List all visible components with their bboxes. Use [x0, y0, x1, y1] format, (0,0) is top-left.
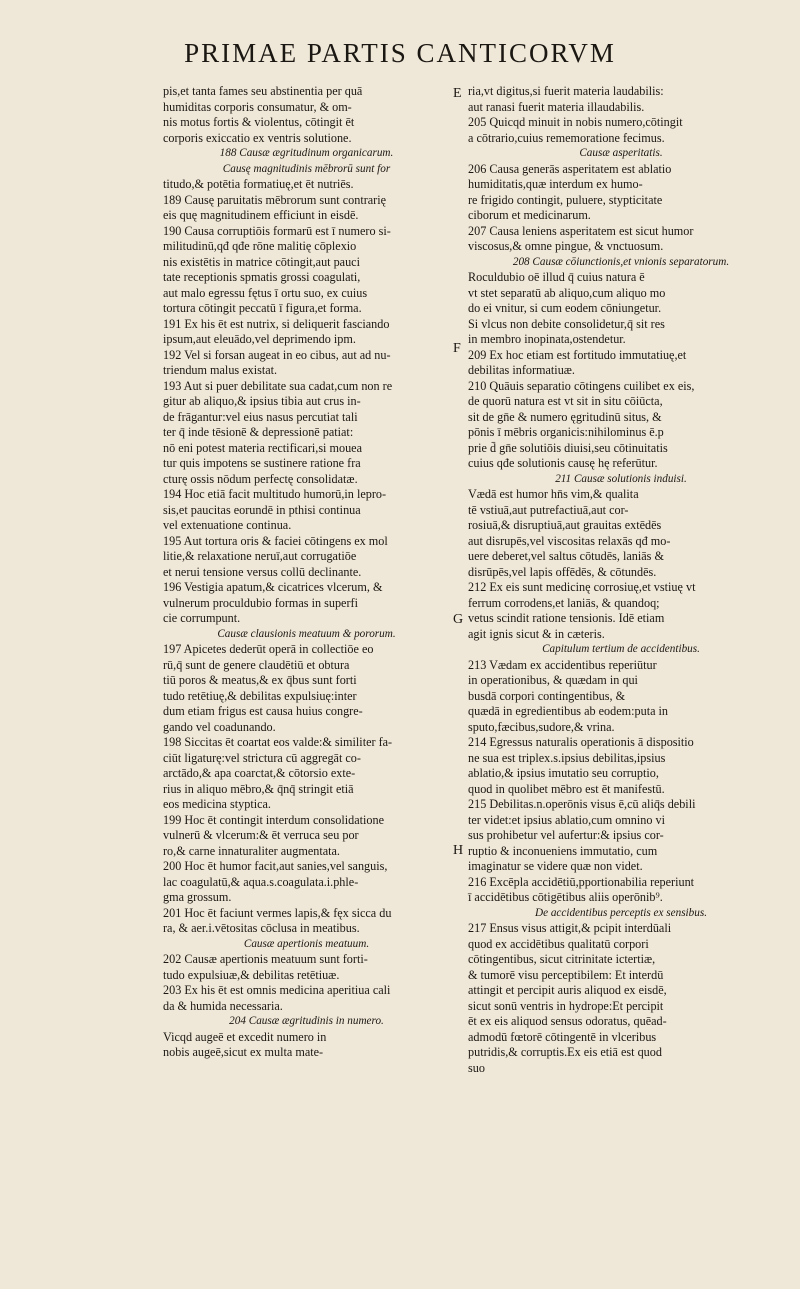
left-column-line: pis,et tanta fames seu abstinentia per quā — [163, 84, 363, 98]
right-column-line: aut ranasi fuerit materia illaudabilis. — [468, 99, 645, 114]
right-column-line: sputo,fæcibus,sudore,& vrina. — [468, 719, 615, 734]
left-column-line: ipsum,aut eleuādo,vel deprimendo ipm. — [163, 332, 356, 346]
left-column-line: titudo,& potētia formatiuę,et ēt nutriēs. — [163, 177, 354, 191]
right-column-line: ī accidētibus cōtigētibus aliis operōnib⁹. — [468, 890, 663, 904]
left-column-line: 200 Hoc ēt humor facit,aut sanies,vel sanguis, — [163, 859, 388, 873]
left-column-line: sis,et paucitas eorundē in pthisi continua — [163, 502, 361, 517]
right-column-line: pōnis ī mēbris organicis:nihilominus ē.p — [468, 425, 664, 439]
running-header: PRIMAE PARTIS CANTICORVM — [184, 38, 616, 68]
right-column-line: ēt ex eis aliquod sensus odoratus, quēad- — [468, 1014, 667, 1028]
left-column-line: vel extenuatione continua. — [163, 518, 292, 532]
margin-letter-h: H — [453, 843, 464, 858]
right-column-line: De accidentibus perceptis ex sensibus. — [534, 906, 707, 919]
left-column-line: 197 Apicetes dederūt operā in collectiōe eo — [163, 642, 374, 656]
right-column-line: agit ignis sicut & in cæteris. — [468, 626, 605, 641]
left-column-line: litie,& relaxatione neruī,aut corrugatiōe — [163, 549, 357, 563]
right-column-line: in membro inopinata,ostendetur. — [468, 332, 626, 346]
right-column-line: Capitulum tertium de accidentibus. — [542, 643, 700, 655]
right-column-line: quod in quolibet mēbro est ēt manifestū. — [468, 781, 665, 796]
left-column-line: tudo expulsiuæ,& debilitas retētiuæ. — [163, 967, 340, 982]
left-column-line: 191 Ex his ēt est nutrix, si deliquerit fasciando — [163, 316, 390, 331]
right-column-line: 214 Egressus naturalis operationis ā dispositio — [468, 735, 694, 749]
right-column-line: Causæ asperitatis. — [579, 147, 663, 159]
right-column-line: disrūpēs,vel lapis offēdēs, & cōtundēs. — [468, 564, 657, 579]
left-column-line: da & humida necessaria. — [163, 998, 283, 1013]
left-column-line: cturę ossis nōdum perfectę consolidatæ. — [163, 471, 358, 486]
left-column-line: 196 Vestigia apatum,& cicatrices vlcerum, & — [163, 580, 383, 594]
left-column-line: 201 Hoc ēt faciunt vermes lapis,& fęx sicca du — [163, 905, 392, 920]
left-column-line: 199 Hoc ēt contingit interdum consolidatione — [163, 812, 385, 827]
left-column-line: humiditas corporis consumatur, & om- — [163, 99, 352, 114]
left-column-line: tiū poros & meatus,& ex q̄bus sunt forti — [163, 673, 357, 687]
right-column-line: humiditatis,quæ interdum ex humo- — [468, 177, 643, 191]
right-column-line: Si vlcus non debite consolidetur,q̄ sit res — [468, 316, 665, 331]
left-column-line: ra, & aer.i.vētositas cōclusa in meatibus. — [163, 921, 360, 935]
left-column-line: ter q̄ inde tēsionē & depressionē patiat: — [163, 425, 354, 439]
right-column-line: Vædā est humor hn̄s vim,& qualita — [468, 487, 639, 501]
right-column-line: 216 Excēpla accidētiū,pportionabilia reperiunt — [468, 874, 695, 889]
left-column-line: 202 Causæ apertionis meatuum sunt forti- — [163, 952, 368, 966]
left-column-line: nis existētis in matrice cōtingit,aut pauci — [163, 254, 360, 269]
right-column-line: ruptio & inconueniens immutatio, cum — [468, 843, 658, 858]
right-column-line: vetus scindit ratione tensionis. Idē etiam — [468, 611, 665, 625]
left-column-line: Causę magnitudinis mēbrorū sunt for — [222, 162, 391, 175]
left-column-line: arctādo,& apa coarctat,& cōtorsio exte- — [163, 766, 356, 780]
left-column-line: nis motus fortis & violentus, cōtingit ēt — [163, 115, 355, 129]
right-column-line: ferrum corrodens,et laniās, & quandoq; — [468, 595, 660, 610]
margin-letter-g: G — [453, 612, 464, 627]
right-column-line: suo — [468, 1060, 485, 1075]
left-column-line: gma grossum. — [163, 890, 232, 904]
left-column-line: 189 Causę paruitatis mēbrorum sunt contrarię — [163, 192, 387, 207]
right-column-line: 212 Ex eis sunt medicinę corrosiuę,et vstiuę vt — [468, 580, 696, 594]
right-column-line: imaginatur se videre quæ non videt. — [468, 859, 643, 873]
left-column-line: gitur ab aliquo,& ipsius tibia aut crus in- — [163, 394, 361, 408]
left-column-line: de frāgantur:vel eius nasus percutiat tali — [163, 409, 358, 424]
right-column-line: vt stet separatū ab aliquo,cum aliquo mo — [468, 285, 666, 300]
right-column-line: rosiuā,& disruptiuā,aut grauitas extēdēs — [468, 518, 662, 532]
left-column-line: Causæ apertionis meatuum. — [243, 937, 370, 950]
left-column-line: nobis augeē,sicut ex multa mate- — [163, 1045, 324, 1059]
right-column-line: 215 Debilitas.n.operōnis visus ē,cū aliq̄s debili — [468, 797, 696, 811]
right-text-column — [468, 84, 774, 1076]
right-column-line: busdā corpori contingentibus, & — [468, 688, 626, 703]
left-column-line: lac coagulatū,& aqua.s.coagulata.i.phle- — [163, 874, 359, 889]
left-column-line: ciūt ligaturę:vel strictura cū aggregāt co- — [163, 750, 361, 765]
left-column-line: et nerui tensione versus collū declinante. — [163, 564, 362, 579]
left-column-line: tudo retētiuę,& debilitas expulsiuę:inter — [163, 688, 357, 703]
left-column-line: 192 Vel si forsan augeat in eo cibus, aut ad nu- — [163, 347, 391, 362]
left-column-line: cie corrumpunt. — [163, 611, 241, 625]
right-column-line: 207 Causa leniens asperitatem est sicut humor — [468, 223, 694, 238]
right-column-line: tē vstiuā,aut putrefactiuā,aut cor- — [468, 502, 629, 517]
left-column-line: eos medicina styptica. — [163, 797, 271, 811]
left-column-line: 195 Aut tortura oris & faciei cōtingens ex mol — [163, 533, 388, 548]
left-column-line: 190 Causa corruptiōis formarū est ī numero si- — [163, 223, 391, 238]
left-column-line: nō eni potest materia rectificari,si mouea — [163, 440, 362, 455]
right-column-line: 208 Causæ cōiunctionis,et vnionis separatorum. — [512, 255, 730, 268]
left-column-line: 198 Siccitas ēt coartat eos valde:& similiter fa- — [163, 735, 393, 749]
right-column-line: sus prohibetur vel aufertur:& ipsius cor- — [468, 828, 664, 842]
right-column-line: in operationibus, & quædam in qui — [468, 673, 638, 687]
left-column-line: vulnerū & vlcerum:& ēt verruca seu por — [163, 828, 359, 842]
left-column-line: corporis exiccatio ex ventris solutione. — [163, 130, 352, 145]
right-column-line: cōtingentibus, sicut citrinitate ictertiæ, — [468, 952, 656, 966]
right-column-line: a cōtrario,cuius rememoratione fecimus. — [468, 130, 665, 145]
left-column-line: ro,& carne innaturaliter augmentata. — [163, 843, 340, 858]
right-column-line: ne sua est triplex.s.ipsius debilitas,ipsius — [468, 750, 666, 765]
right-column-line: cuius qđe solutionis causę hę referūtur. — [468, 456, 658, 470]
left-column-line: Causæ clausionis meatuum & pororum. — [217, 627, 396, 640]
left-column-line: Vicqd augeē et excedit numero in — [163, 1029, 327, 1044]
right-column-line: putridis,& corruptis.Ex eis etiā est quod — [468, 1045, 662, 1059]
right-column-line: ter videt:et ipsius ablatio,cum omnino vi — [468, 812, 665, 827]
right-column-line: 213 Vædam ex accidentibus reperiūtur — [468, 657, 657, 672]
right-column-line: ablatio,& ipsius imutatio seu corruptio, — [468, 766, 659, 780]
right-column-line: 209 Ex hoc etiam est fortitudo immutatiuę,et — [468, 347, 687, 362]
right-column-line: ria,vt digitus,si fuerit materia laudabilis: — [468, 84, 664, 98]
right-column-line: sit de gn̄e & numero ęgritudinū situs, & — [468, 409, 662, 424]
right-column-line: quod ex accidētibus qualitatū corpori — [468, 936, 649, 951]
right-column-line: 217 Ensus visus attigit,& pcipit interdūali — [468, 921, 672, 935]
left-column-line: dum etiam frigus est causa huius congre- — [163, 704, 363, 718]
left-column-line: tate receptionis spmatis grossi coagulati, — [163, 270, 361, 284]
left-column-line: 194 Hoc etiā facit multitudo humorū,in lepro- — [163, 487, 387, 501]
left-column-line: tur quis impotens se sustinere ratione fra — [163, 456, 361, 470]
left-column-line: 193 Aut si puer debilitate sua cadat,cum non re — [163, 378, 393, 393]
left-column-line: aut malo egressu fętus ī ortu suo, ex cuius — [163, 285, 368, 300]
right-column-line: admodū fœtorē cōtingentē in vlceribus — [468, 1029, 657, 1044]
left-column-line: vulnerum proculdubio formas in superfi — [163, 595, 358, 610]
left-column-line: 204 Causæ ægritudinis in numero. — [229, 1015, 384, 1027]
right-column-line: debilitas informatiuæ. — [468, 363, 575, 377]
margin-letter-f: F — [453, 341, 461, 356]
right-column-line: 211 Causæ solutionis induisi. — [555, 472, 687, 485]
right-column-line: 210 Quāuis separatio cōtingens cuilibet ex eis, — [468, 378, 695, 393]
left-column-line: eis quę magnitudinem efficiunt in eisdē. — [163, 208, 359, 222]
right-column-line: uere deberet,vel saltus cōtudēs, laniās & — [468, 549, 664, 563]
left-column-line: gando vel coadunando. — [163, 719, 276, 734]
right-column-line: de quorū natura est vt sit in situ cōiūcta, — [468, 394, 663, 408]
right-column-line: sicut sonū ventris in hydrope:Et percipit — [468, 998, 664, 1013]
left-column-line: rū,q̄ sunt de genere claudētiū et obtura — [163, 657, 350, 672]
right-column-line: ciborum et medicinarum. — [468, 208, 591, 222]
right-column-line: viscosus,& omne pingue, & vnctuosum. — [468, 239, 664, 253]
left-text-column — [163, 84, 450, 1061]
right-column-line: re frigido contingit, puluere, stypticitate — [468, 192, 663, 207]
right-column-line: 205 Quicqd minuit in nobis numero,cōtingit — [468, 115, 683, 129]
left-column-line: 203 Ex his ēt est omnis medicina aperitiua cali — [163, 983, 391, 997]
right-column-line: Roculdubio oē illud q̄ cuius natura ē — [468, 270, 645, 284]
left-column-line: tortura cōtingit peccatū ī figura,et forma. — [163, 301, 362, 315]
right-column-line: prie d̄ gn̄e solutiōis diuisi,seu cōtinuitatis — [468, 440, 668, 455]
right-column-line: & tumorē visu perceptibilem: Et interdū — [468, 967, 664, 982]
right-column-line: attingit et percipit auris aliquod ex eisdē, — [468, 983, 667, 997]
margin-letter-e: E — [453, 86, 462, 101]
right-column-line: aut disrupēs,vel viscositas relaxās qđ mo- — [468, 533, 671, 548]
left-column-line: rius in aliquo mēbro,& q̄nq̄ stringit etiā — [163, 781, 354, 796]
right-column-line: do ei vnitur, si cum eodem cōniungetur. — [468, 301, 662, 315]
left-column-line: triendum malus existat. — [163, 363, 278, 377]
right-column-line: quædā in egredientibus ab eodem:puta in — [468, 704, 669, 718]
left-column-line: 188 Causæ ægritudinum organicarum. — [219, 147, 394, 159]
left-column-line: militudinū,qđ qđe rōne malitię cōplexio — [163, 239, 357, 253]
right-column-line: 206 Causa generās asperitatem est ablatio — [468, 161, 672, 176]
